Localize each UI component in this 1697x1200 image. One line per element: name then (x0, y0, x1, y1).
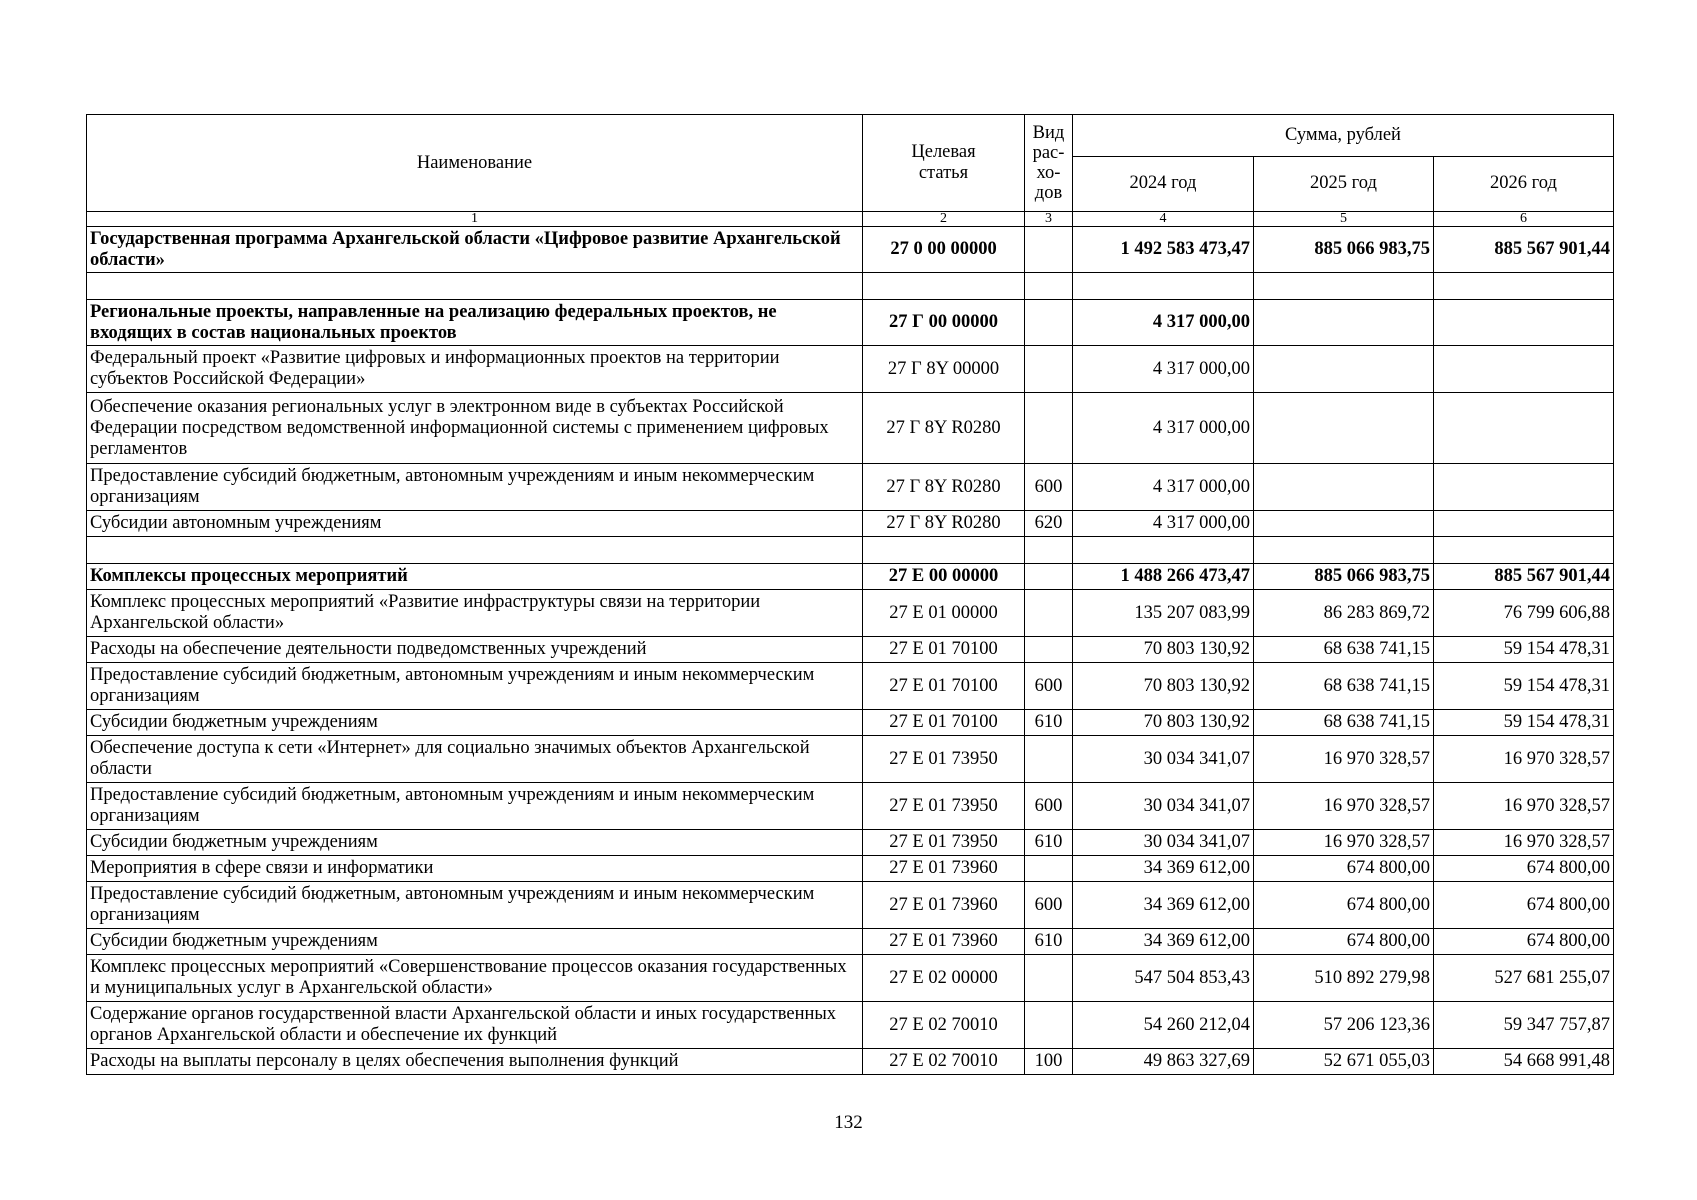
row-name-cell: Расходы на выплаты персоналу в целях обеспечения выполнения функций (87, 1049, 863, 1075)
row-vid-cell: 610 (1025, 929, 1073, 955)
row-amount-2026-cell: 674 800,00 (1434, 856, 1614, 882)
row-amount-2024-cell: 30 034 341,07 (1073, 736, 1254, 783)
row-amount-2025-cell: 86 283 869,72 (1254, 590, 1434, 637)
table-row (87, 856, 1614, 882)
row-amount-2025-cell: 68 638 741,15 (1254, 637, 1434, 663)
row-name-cell (87, 273, 863, 300)
row-amount-2025-cell: 68 638 741,15 (1254, 710, 1434, 736)
row-amount-2025-cell (1254, 511, 1434, 537)
row-amount-2024-cell: 49 863 327,69 (1073, 1049, 1254, 1075)
row-vid-cell (1025, 637, 1073, 663)
row-amount-2025-cell: 57 206 123,36 (1254, 1002, 1434, 1049)
row-vid-cell: 600 (1025, 464, 1073, 511)
row-amount-2025-cell (1254, 346, 1434, 393)
table-row (87, 882, 1614, 929)
header-name: Наименование (87, 115, 863, 212)
row-code-cell: 27 Г 8Y 00000 (863, 346, 1025, 393)
row-code-cell: 27 Е 01 70100 (863, 637, 1025, 663)
row-name-cell: Обеспечение доступа к сети «Интернет» для социально значимых объектов Архангельской области (87, 736, 863, 783)
header-year-2026: 2026 год (1434, 156, 1614, 211)
row-amount-2026-cell (1434, 273, 1614, 300)
table-row (87, 929, 1614, 955)
table-row (87, 273, 1614, 300)
row-amount-2026-cell (1434, 537, 1614, 564)
row-code-cell: 27 Е 00 00000 (863, 564, 1025, 590)
row-name-cell: Комплексы процессных мероприятий (87, 564, 863, 590)
header-vid-line: Вид (1032, 123, 1065, 143)
row-name-cell: Региональные проекты, направленные на реализацию федеральных проектов, не входящих в состав национальных проектов (87, 300, 863, 346)
header-year-2024: 2024 год (1073, 156, 1254, 211)
row-amount-2026-cell: 885 567 901,44 (1434, 227, 1614, 273)
table-row (87, 736, 1614, 783)
row-name-cell: Содержание органов государственной власти Архангельской области и иных государственных органов Архангельской области и обеспечение их функций (87, 1002, 863, 1049)
row-vid-cell: 600 (1025, 783, 1073, 830)
row-code-cell: 27 Е 01 00000 (863, 590, 1025, 637)
row-amount-2024-cell: 4 317 000,00 (1073, 464, 1254, 511)
row-vid-cell: 610 (1025, 830, 1073, 856)
table-row (87, 511, 1614, 537)
row-amount-2024-cell: 4 317 000,00 (1073, 511, 1254, 537)
row-amount-2026-cell: 674 800,00 (1434, 929, 1614, 955)
header-vid-line: хо- (1036, 163, 1061, 183)
row-name-cell: Комплекс процессных мероприятий «Развитие инфраструктуры связи на территории Архангельской области» (87, 590, 863, 637)
header-vid-line: дов (1034, 183, 1063, 203)
row-amount-2026-cell: 59 154 478,31 (1434, 663, 1614, 710)
row-amount-2026-cell: 54 668 991,48 (1434, 1049, 1614, 1075)
row-code-cell: 27 Е 01 70100 (863, 710, 1025, 736)
row-amount-2026-cell: 59 347 757,87 (1434, 1002, 1614, 1049)
row-amount-2024-cell: 70 803 130,92 (1073, 663, 1254, 710)
row-code-cell: 27 Е 01 73960 (863, 929, 1025, 955)
header-sum: Сумма, рублей (1073, 115, 1614, 157)
row-amount-2025-cell: 885 066 983,75 (1254, 564, 1434, 590)
row-vid-cell (1025, 537, 1073, 564)
row-amount-2026-cell (1434, 346, 1614, 393)
row-amount-2024-cell: 4 317 000,00 (1073, 300, 1254, 346)
table-body (87, 227, 1614, 1075)
column-number-row (87, 212, 1614, 227)
row-amount-2024-cell: 30 034 341,07 (1073, 830, 1254, 856)
row-amount-2024-cell: 34 369 612,00 (1073, 929, 1254, 955)
page-number: 132 (834, 1112, 863, 1133)
row-vid-cell (1025, 590, 1073, 637)
row-name-cell (87, 537, 863, 564)
table-row (87, 637, 1614, 663)
row-amount-2025-cell: 16 970 328,57 (1254, 783, 1434, 830)
table-row (87, 590, 1614, 637)
row-name-cell: Предоставление субсидий бюджетным, автономным учреждениям и иным некоммерческим организациям (87, 663, 863, 710)
row-amount-2026-cell (1434, 511, 1614, 537)
row-vid-cell (1025, 273, 1073, 300)
column-number: 5 (1254, 212, 1434, 227)
row-amount-2025-cell: 885 066 983,75 (1254, 227, 1434, 273)
row-amount-2025-cell (1254, 537, 1434, 564)
row-code-cell (863, 273, 1025, 300)
row-amount-2026-cell: 16 970 328,57 (1434, 783, 1614, 830)
row-amount-2025-cell (1254, 273, 1434, 300)
row-code-cell: 27 Е 01 70100 (863, 663, 1025, 710)
header-vid-line: рас- (1032, 143, 1065, 163)
row-amount-2025-cell: 510 892 279,98 (1254, 955, 1434, 1002)
row-amount-2025-cell: 16 970 328,57 (1254, 830, 1434, 856)
row-name-cell: Комплекс процессных мероприятий «Совершенствование процессов оказания государственных и муниципальных услуг в Архангельской области» (87, 955, 863, 1002)
row-code-cell: 27 Е 01 73950 (863, 830, 1025, 856)
table-row (87, 393, 1614, 464)
row-name-cell: Субсидии бюджетным учреждениям (87, 929, 863, 955)
table-row (87, 710, 1614, 736)
row-amount-2026-cell: 885 567 901,44 (1434, 564, 1614, 590)
row-amount-2024-cell: 547 504 853,43 (1073, 955, 1254, 1002)
table-row (87, 464, 1614, 511)
row-vid-cell: 620 (1025, 511, 1073, 537)
row-code-cell: 27 0 00 00000 (863, 227, 1025, 273)
row-code-cell: 27 Е 02 70010 (863, 1002, 1025, 1049)
row-code-cell: 27 Е 01 73950 (863, 736, 1025, 783)
header-year-2025: 2025 год (1254, 156, 1434, 211)
row-vid-cell: 600 (1025, 882, 1073, 929)
row-amount-2024-cell (1073, 537, 1254, 564)
row-code-cell: 27 Е 01 73960 (863, 882, 1025, 929)
row-amount-2026-cell (1434, 464, 1614, 511)
row-amount-2025-cell: 674 800,00 (1254, 856, 1434, 882)
row-amount-2024-cell: 1 488 266 473,47 (1073, 564, 1254, 590)
row-amount-2024-cell: 34 369 612,00 (1073, 856, 1254, 882)
row-amount-2025-cell: 68 638 741,15 (1254, 663, 1434, 710)
row-amount-2024-cell: 30 034 341,07 (1073, 783, 1254, 830)
row-vid-cell (1025, 856, 1073, 882)
row-name-cell: Субсидии бюджетным учреждениям (87, 830, 863, 856)
budget-table (86, 114, 1614, 1075)
row-amount-2024-cell: 4 317 000,00 (1073, 346, 1254, 393)
header-code: Целевая статья (863, 115, 1025, 212)
row-amount-2026-cell (1434, 300, 1614, 346)
row-name-cell: Предоставление субсидий бюджетным, автономным учреждениям и иным некоммерческим организациям (87, 464, 863, 511)
row-code-cell: 27 Е 01 73950 (863, 783, 1025, 830)
row-name-cell: Мероприятия в сфере связи и информатики (87, 856, 863, 882)
row-amount-2024-cell: 4 317 000,00 (1073, 393, 1254, 464)
budget-table-sheet (86, 114, 1613, 1075)
table-row (87, 346, 1614, 393)
row-vid-cell (1025, 1002, 1073, 1049)
row-code-cell: 27 Е 02 70010 (863, 1049, 1025, 1075)
row-amount-2024-cell: 70 803 130,92 (1073, 710, 1254, 736)
row-code-cell: 27 Г 00 00000 (863, 300, 1025, 346)
row-amount-2026-cell: 59 154 478,31 (1434, 637, 1614, 663)
row-amount-2025-cell: 674 800,00 (1254, 929, 1434, 955)
row-amount-2025-cell: 674 800,00 (1254, 882, 1434, 929)
header-vid (1025, 115, 1073, 212)
row-amount-2024-cell (1073, 273, 1254, 300)
table-row (87, 783, 1614, 830)
row-amount-2025-cell: 16 970 328,57 (1254, 736, 1434, 783)
row-code-cell: 27 Е 01 73960 (863, 856, 1025, 882)
row-amount-2026-cell (1434, 393, 1614, 464)
column-number: 6 (1434, 212, 1614, 227)
row-name-cell: Предоставление субсидий бюджетным, автономным учреждениям и иным некоммерческим организациям (87, 882, 863, 929)
table-row (87, 663, 1614, 710)
row-name-cell: Субсидии автономным учреждениям (87, 511, 863, 537)
table-row (87, 1049, 1614, 1075)
column-number: 3 (1025, 212, 1073, 227)
row-name-cell: Государственная программа Архангельской области «Цифровое развитие Архангельской области» (87, 227, 863, 273)
row-amount-2024-cell: 54 260 212,04 (1073, 1002, 1254, 1049)
table-header (87, 115, 1614, 227)
row-vid-cell: 100 (1025, 1049, 1073, 1075)
row-code-cell: 27 Г 8Y R0280 (863, 393, 1025, 464)
row-vid-cell: 600 (1025, 663, 1073, 710)
row-amount-2025-cell (1254, 464, 1434, 511)
row-vid-cell (1025, 955, 1073, 1002)
row-vid-cell (1025, 346, 1073, 393)
row-name-cell: Расходы на обеспечение деятельности подведомственных учреждений (87, 637, 863, 663)
column-number: 2 (863, 212, 1025, 227)
row-amount-2026-cell: 16 970 328,57 (1434, 736, 1614, 783)
row-amount-2024-cell: 1 492 583 473,47 (1073, 227, 1254, 273)
row-vid-cell: 610 (1025, 710, 1073, 736)
row-amount-2024-cell: 135 207 083,99 (1073, 590, 1254, 637)
row-amount-2026-cell: 59 154 478,31 (1434, 710, 1614, 736)
row-name-cell: Обеспечение оказания региональных услуг в электронном виде в субъектах Российской Федерации посредством ведомственной информационной системы с применением цифровых регламентов (87, 393, 863, 464)
table-row (87, 537, 1614, 564)
row-code-cell: 27 Е 02 00000 (863, 955, 1025, 1002)
row-vid-cell (1025, 564, 1073, 590)
table-row (87, 830, 1614, 856)
column-number: 4 (1073, 212, 1254, 227)
row-name-cell: Субсидии бюджетным учреждениям (87, 710, 863, 736)
row-amount-2025-cell (1254, 393, 1434, 464)
row-amount-2026-cell: 527 681 255,07 (1434, 955, 1614, 1002)
row-amount-2025-cell: 52 671 055,03 (1254, 1049, 1434, 1075)
row-amount-2026-cell: 16 970 328,57 (1434, 830, 1614, 856)
row-code-cell: 27 Г 8Y R0280 (863, 511, 1025, 537)
table-row (87, 564, 1614, 590)
row-vid-cell (1025, 736, 1073, 783)
row-amount-2024-cell: 34 369 612,00 (1073, 882, 1254, 929)
table-row (87, 227, 1614, 273)
table-row (87, 1002, 1614, 1049)
row-amount-2026-cell: 674 800,00 (1434, 882, 1614, 929)
row-amount-2026-cell: 76 799 606,88 (1434, 590, 1614, 637)
row-amount-2024-cell: 70 803 130,92 (1073, 637, 1254, 663)
table-row (87, 955, 1614, 1002)
table-row (87, 300, 1614, 346)
row-code-cell (863, 537, 1025, 564)
column-number: 1 (87, 212, 863, 227)
row-code-cell: 27 Г 8Y R0280 (863, 464, 1025, 511)
row-name-cell: Предоставление субсидий бюджетным, автономным учреждениям и иным некоммерческим организациям (87, 783, 863, 830)
row-vid-cell (1025, 300, 1073, 346)
row-amount-2025-cell (1254, 300, 1434, 346)
row-vid-cell (1025, 393, 1073, 464)
row-name-cell: Федеральный проект «Развитие цифровых и информационных проектов на территории субъектов Российской Федерации» (87, 346, 863, 393)
row-vid-cell (1025, 227, 1073, 273)
